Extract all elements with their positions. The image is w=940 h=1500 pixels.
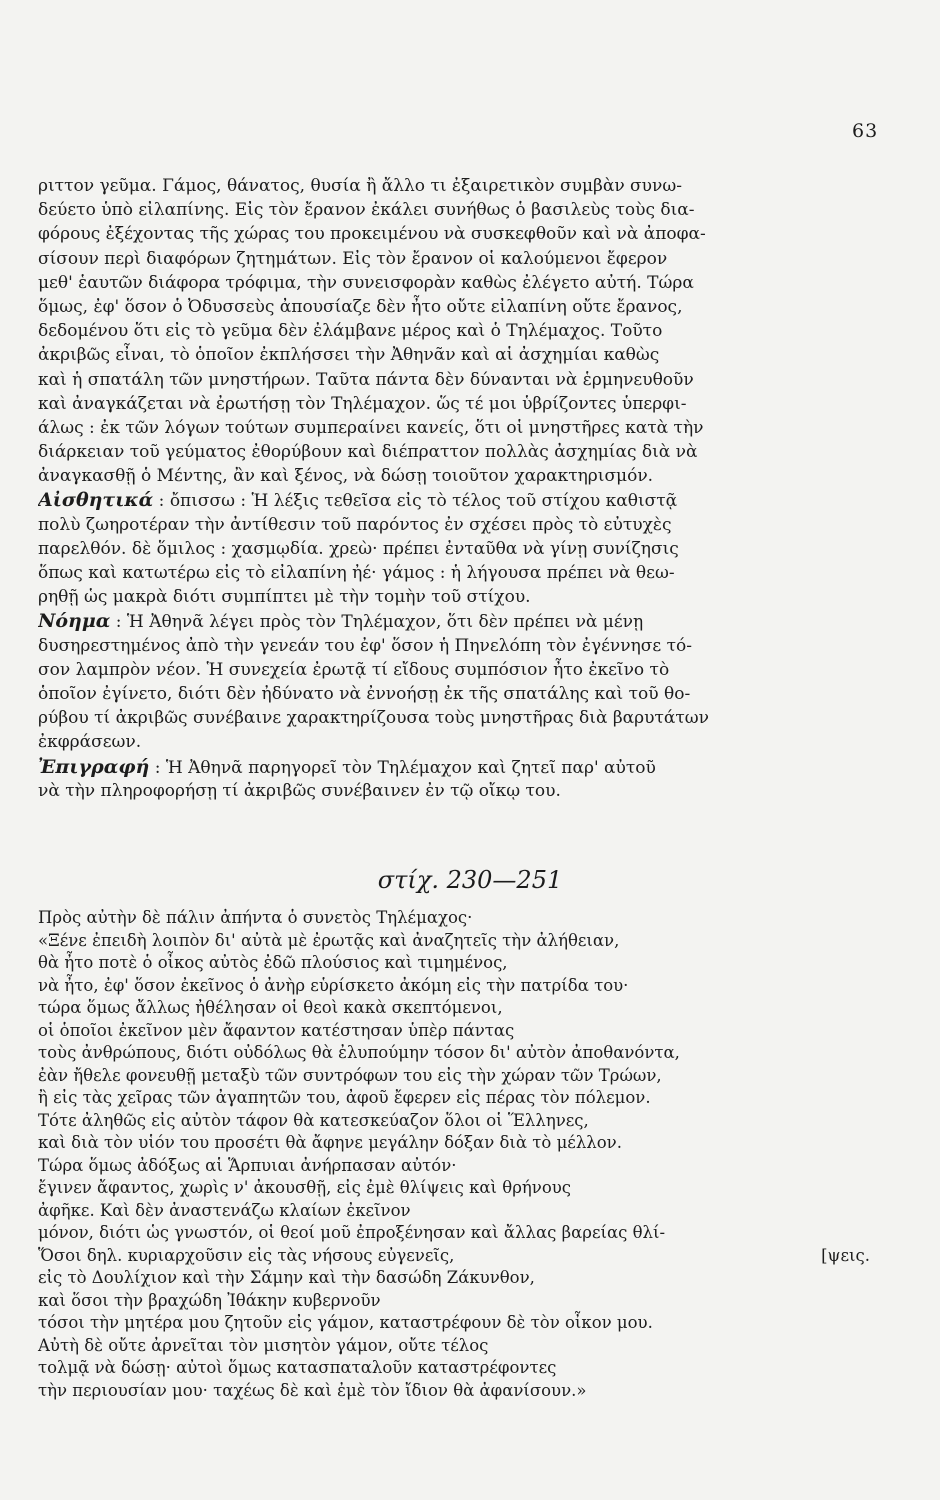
poem-line-text: οἱ ὁποῖοι ἐκεῖνον μὲν ἄφαντον κατέστησαν ὑπὲρ πάντας bbox=[38, 1020, 515, 1040]
commentary-line bbox=[38, 488, 886, 512]
commentary-line bbox=[38, 609, 886, 633]
commentary-line bbox=[38, 779, 886, 803]
commentary-line bbox=[38, 585, 886, 609]
commentary-line bbox=[38, 464, 886, 488]
commentary-text: δεδομένου ὅτι εἰς τὸ γεῦμα δὲν ἐλάμβανε μέρος καὶ ὁ Τηλέμαχος. Τοῦτο bbox=[38, 321, 663, 342]
commentary-line bbox=[38, 634, 886, 658]
poem-line-text: «Ξένε ἐπειδὴ λοιπὸν δι' αὐτὰ μὲ ἐρωτᾷς καὶ ἀναζητεῖς τὴν ἀλήθειαν, bbox=[38, 930, 620, 950]
commentary-line bbox=[38, 416, 886, 440]
poem-line bbox=[38, 1290, 886, 1313]
commentary-line bbox=[38, 392, 886, 416]
poem-line-text: Πρὸς αὐτὴν δὲ πάλιν ἀπήντα ὁ συνετὸς Τηλέμαχος· bbox=[38, 908, 473, 927]
commentary-text: καὶ ἀναγκάζεται νὰ ἐρωτήσῃ τὸν Τηλέμαχον. ὥς τέ μοι ὑβρίζοντες ὑπερφι- bbox=[38, 393, 687, 414]
commentary-text: ριττον γεῦμα. Γάμος, θάνατος, θυσία ἢ ἄλλο τι ἐξαιρετικὸν συμβὰν συνω- bbox=[38, 176, 682, 196]
poem-line-text: τὴν περιουσίαν μου· ταχέως δὲ καὶ ἐμὲ τὸν ἴδιον θὰ ἀφανίσουν.» bbox=[38, 1380, 587, 1400]
commentary-line bbox=[38, 706, 886, 730]
poem-line bbox=[38, 1065, 886, 1088]
commentary-line bbox=[38, 222, 886, 246]
commentary-line bbox=[38, 730, 886, 754]
commentary-line bbox=[38, 319, 886, 343]
commentary-text: μεθ' ἑαυτῶν διάφορα τρόφιμα, τὴν συνεισφορὰν καθὼς ἐλέγετο αὐτή. Τώρα bbox=[38, 272, 694, 293]
poem-line-text: τοὺς ἀνθρώπους, διότι οὐδόλως θὰ ἐλυπούμην τόσον δι' αὐτὸν ἀποθανόντα, bbox=[38, 1043, 680, 1062]
page-number: 63 bbox=[852, 120, 879, 142]
commentary-text: δεύετο ὑπὸ εἰλαπίνης. Εἰς τὸν ἔρανον ἐκάλει συνήθως ὁ βασιλεὺς τοὺς δια- bbox=[38, 200, 695, 221]
commentary-text: ρηθῇ ὡς μακρὰ διότι συμπίπτει μὲ τὴν τομὴν τοῦ στίχου. bbox=[38, 587, 531, 608]
commentary-text: : Ἡ Ἀθηνᾶ παρηγορεῖ τὸν Τηλέμαχον καὶ ζητεῖ παρ' αὐτοῦ bbox=[149, 757, 656, 778]
commentary-line bbox=[38, 658, 886, 682]
section-title: στίχ. 230—251 bbox=[377, 866, 563, 894]
poem-line-text: Τότε ἀληθῶς εἰς αὐτὸν τάφον θὰ κατεσκεύαζον ὅλοι οἱ Ἕλληνες, bbox=[38, 1110, 589, 1130]
poem-translation bbox=[38, 907, 886, 1402]
poem-line-text: μόνον, διότι ὡς γνωστόν, οἱ θεοί μοῦ ἐπροξένησαν καὶ ἄλλας βαρείας θλί- bbox=[38, 1223, 666, 1242]
commentary-text: καὶ ἡ σπατάλη τῶν μνηστήρων. Ταῦτα πάντα δὲν δύνανται νὰ ἑρμηνευθοῦν bbox=[38, 369, 694, 390]
commentary-line bbox=[38, 368, 886, 392]
commentary-text: δυσηρεστημένος ἀπὸ τὴν γενεάν του ἐφ' ὅσον ἡ Πηνελόπη τὸν ἐγέννησε τό- bbox=[38, 635, 692, 656]
poem-line bbox=[38, 1380, 886, 1403]
poem-line bbox=[38, 952, 886, 975]
commentary-line bbox=[38, 295, 886, 319]
section-heading: Ἐπιγραφή bbox=[38, 755, 150, 778]
poem-line-text: ἐὰν ἤθελε φονευθῇ μεταξὺ τῶν συντρόφων του εἰς τὴν χώραν τῶν Τρώων, bbox=[38, 1065, 662, 1085]
poem-line bbox=[38, 1020, 886, 1043]
commentary-line bbox=[38, 271, 886, 295]
commentary-text: διάρκειαν τοῦ γεύματος ἐθορύβουν καὶ διέπραττον πολλὰς ἀσχημίας διὰ νὰ bbox=[38, 442, 698, 463]
poem-line bbox=[38, 1245, 886, 1268]
commentary-line bbox=[38, 440, 886, 464]
poem-line-text: ἢ εἰς τὰς χεῖρας τῶν ἀγαπητῶν του, ἀφοῦ ἔφερεν εἰς πέρας τὸν πόλεμον. bbox=[38, 1088, 651, 1107]
commentary-line bbox=[38, 537, 886, 561]
poem-line-text: εἰς τὸ Δουλίχιον καὶ τὴν Σάμην καὶ τὴν δασώδη Ζάκυνθον, bbox=[38, 1268, 535, 1287]
commentary-text: ρύβου τί ἀκριβῶς συνέβαινε χαρακτηρίζουσα τοὺς μνηστῆρας διὰ βαρυτάτων bbox=[38, 708, 709, 729]
commentary-line bbox=[38, 247, 886, 271]
commentary-line bbox=[38, 561, 886, 585]
commentary-line bbox=[38, 174, 886, 198]
poem-line-text: Αὐτὴ δὲ οὔτε ἀρνεῖται τὸν μισητὸν γάμον, οὔτε τέλος bbox=[38, 1335, 489, 1355]
poem-line-text: θὰ ἦτο ποτὲ ὁ οἶκος αὐτὸς ἐδῶ πλούσιος καὶ τιμημένος, bbox=[38, 953, 508, 972]
commentary-text: : Ἡ Ἀθηνᾶ λέγει πρὸς τὸν Τηλέμαχον, ὅτι δὲν πρέπει νὰ μένῃ bbox=[110, 612, 644, 633]
poem-line-text: ἔγινεν ἄφαντος, χωρὶς ν' ἀκουσθῇ, εἰς ἐμὲ θλίψεις καὶ θρήνους bbox=[38, 1178, 572, 1197]
poem-line bbox=[38, 1110, 886, 1133]
commentary-text: ἀκριβῶς εἶναι, τὸ ὁποῖον ἐκπλήσσει τὴν Ἀθηνᾶν καὶ αἱ ἀσχημίαι καθὼς bbox=[38, 345, 660, 366]
poem-line-text: τόσοι τὴν μητέρα μου ζητοῦν εἰς γάμον, καταστρέφουν δὲ τὸν οἶκον μου. bbox=[38, 1313, 653, 1332]
commentary-text: ὅπως καὶ κατωτέρω εἰς τὸ εἰλαπίνη ἠέ· γάμος : ἡ λήγουσα πρέπει νὰ θεω- bbox=[38, 563, 675, 583]
commentary-text: σίσουν περὶ διαφόρων ζητημάτων. Εἰς τὸν ἔρανον οἱ καλούμενοι ἔφερον bbox=[38, 248, 668, 269]
commentary-line bbox=[38, 755, 886, 779]
commentary-text: φόρους ἐξέχοντας τῆς χώρας του προκειμένου νὰ συσκεφθοῦν καὶ νὰ ἀποφα- bbox=[38, 224, 706, 245]
poem-line bbox=[38, 1200, 886, 1223]
poem-line bbox=[38, 1357, 886, 1380]
poem-line bbox=[38, 930, 886, 953]
poem-line-text: νὰ ἦτο, ἐφ' ὅσον ἐκεῖνος ὁ ἀνὴρ εὑρίσκετο ἀκόμη εἰς τὴν πατρίδα του· bbox=[38, 975, 629, 995]
poem-line bbox=[38, 1177, 886, 1200]
poem-line bbox=[38, 1087, 886, 1110]
poem-line bbox=[38, 1042, 886, 1065]
commentary-line bbox=[38, 198, 886, 222]
poem-line bbox=[38, 1312, 886, 1335]
poem-line bbox=[38, 1335, 886, 1358]
commentary-text: νὰ τὴν πληροφορήσῃ τί ἀκριβῶς συνέβαινεν ἐν τῷ οἴκῳ του. bbox=[38, 780, 561, 801]
poem-line-continuation: [ψεις. bbox=[821, 1245, 870, 1265]
poem-line-text: καὶ διὰ τὸν υἱόν του προσέτι θὰ ἄφηνε μεγάλην δόξαν διὰ τὸ μέλλον. bbox=[38, 1133, 622, 1152]
poem-line-text: καὶ ὅσοι τὴν βραχώδη Ἰθάκην κυβερνοῦν bbox=[38, 1290, 381, 1310]
commentary-block bbox=[38, 174, 886, 803]
commentary-text: ἐκφράσεων. bbox=[38, 732, 142, 753]
commentary-text: σον λαμπρὸν νέον. Ἡ συνεχεία ἐρωτᾷ τί εἴδους συμπόσιον ἦτο ἐκεῖνο τὸ bbox=[38, 659, 670, 680]
poem-line-text: τώρα ὅμως ἄλλως ἠθέλησαν οἱ θεοὶ κακὰ σκεπτόμενοι, bbox=[38, 998, 503, 1017]
poem-line bbox=[38, 997, 886, 1020]
commentary-text: ὅμως, ἐφ' ὅσον ὁ Ὀδυσσεὺς ἀπουσίαζε δὲν ἦτο οὔτε εἰλαπίνη οὔτε ἔρανος, bbox=[38, 296, 683, 317]
poem-line-text: ἀφῆκε. Καὶ δὲν ἀναστενάζω κλαίων ἐκεῖνον bbox=[38, 1200, 411, 1220]
commentary-text: άλως : ἐκ τῶν λόγων τούτων συμπεραίνει κανείς, ὅτι οἱ μνηστῆρες κατὰ τὴν bbox=[38, 417, 704, 438]
commentary-line bbox=[38, 343, 886, 367]
section-heading: Νόημα bbox=[38, 610, 111, 633]
commentary-line bbox=[38, 682, 886, 706]
poem-line bbox=[38, 1267, 886, 1290]
commentary-line bbox=[38, 513, 886, 537]
commentary-text: πολὺ ζωηροτέραν τὴν ἀντίθεσιν τοῦ παρόντος ἐν σχέσει πρὸς τὸ εὐτυχὲς bbox=[38, 514, 672, 535]
poem-line bbox=[38, 975, 886, 998]
commentary-text: παρελθόν. δὲ ὅμιλος : χασμῳδία. χρεὼ· πρέπει ἐνταῦθα νὰ γίνῃ συνίζησις bbox=[38, 538, 679, 559]
poem-line bbox=[38, 1132, 886, 1155]
poem-line-text: Ὅσοι δηλ. κυριαρχοῦσιν εἰς τὰς νήσους εὐγενεῖς, bbox=[38, 1245, 455, 1265]
commentary-text: ὁποῖον ἐγίνετο, διότι δὲν ἠδύνατο νὰ ἐννοήσῃ ἐκ τῆς σπατάλης καὶ τοῦ θο- bbox=[38, 683, 691, 704]
poem-line bbox=[38, 907, 886, 930]
poem-line-text: τολμᾷ νὰ δώσῃ· αὐτοὶ ὅμως κατασπαταλοῦν καταστρέφοντες bbox=[38, 1358, 557, 1377]
poem-line-text: Τώρα ὅμως ἀδόξως αἱ Ἅρπυιαι ἀνήρπασαν αὐτόν· bbox=[38, 1155, 457, 1175]
commentary-text: ἀναγκασθῇ ὁ Μέντης, ἂν καὶ ξένος, νὰ δώσῃ τοιοῦτον χαρακτηρισμόν. bbox=[38, 466, 654, 487]
poem-line bbox=[38, 1222, 886, 1245]
poem-line bbox=[38, 1155, 886, 1178]
commentary-text: : ὄπισσω : Ἡ λέξις τεθεῖσα εἰς τὸ τέλος τοῦ στίχου καθιστᾷ bbox=[153, 491, 678, 512]
section-heading: Αἰσθητικά bbox=[38, 489, 154, 512]
